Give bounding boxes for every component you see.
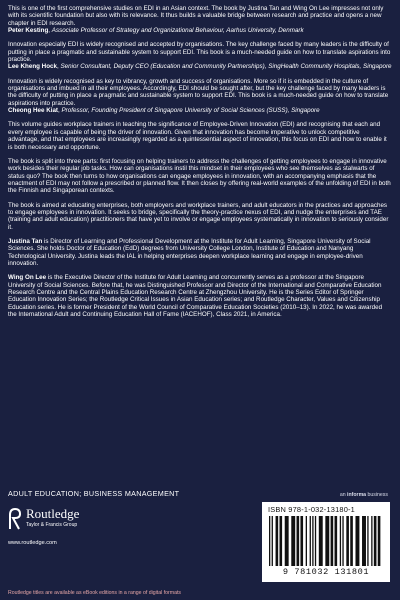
barcode-bar <box>315 516 316 566</box>
subject-categories: ADULT EDUCATION; BUSINESS MANAGEMENT <box>8 489 180 498</box>
isbn-number: ISBN 978-1-032-13180-1 <box>268 505 355 514</box>
barcode-bar <box>374 516 377 566</box>
barcode-bar <box>297 516 300 566</box>
barcode-bar <box>340 516 341 566</box>
blurb-2: Innovation especially EDI is widely recognised and accepted by organisations. The key challenge faced by many leaders is the difficulty of putting in place a pragmatic and sustainable system to support EDI. This book is a much-needed guide on how to translate aspirations into practice. Lee Kheng Hock, Senior Consultant, Deputy CEO (Education and Community Partnerships), SingHealth Community Hospitals, Singapore <box>8 41 392 71</box>
barcode-bar <box>285 516 289 566</box>
blurb-text: This is one of the first comprehensive studies on EDI in an Asian context. The book by Justina Tan and Wing On Lee impresses not only with its scientific foundation but also with its relevance. It thus builds a valuable bridge between research and practice and opens a new chapter in EDI research. <box>8 5 384 27</box>
barcode-bar <box>306 516 307 566</box>
barcode-bar <box>291 516 295 566</box>
barcode-bar <box>367 516 368 566</box>
blurb-text: Innovation especially EDI is widely recognised and accepted by organisations. The key challenge faced by many leaders is the difficulty of putting in place a pragmatic and sustainable system to support EDI. This book is a much-needed guide on how to translate aspirations into practice. <box>8 41 391 64</box>
routledge-logo <box>8 506 118 536</box>
barcode-bar <box>350 516 353 566</box>
routledge-knot-icon <box>8 507 22 531</box>
barcode-bar <box>279 516 282 566</box>
blurb-author-title: Associate Professor of Strategy and Organizational Behaviour, Aarhus University, Denmark <box>51 27 304 35</box>
barcode-bar <box>312 516 313 566</box>
author-bio-text: is the Executive Director of the Institute for Adult Learning and concurrently serves as a professor at the Singapore University of Social Sciences. Before that, he was Distinguished Professor and Director of the International and Comparative Education Research Centre and the Central Plains Education Research Centre at Zhengzhou University. He is the Series Editor of Springer Education Innovation Series; the Routledge Critical Issues in Asian Education series; and Routledge Character, Values and Citizenship Education series. He is former President of the World Council of Comparative Education Societies (2010–13). In 2022, he was awarded the International Adult and Continuing Education Hall of Fame (IACEHOF), Class 2021, in America. <box>8 274 383 319</box>
blurb-author-title: Senior Consultant, Deputy CEO (Education and Community Partnerships), SingHealth Community Hospitals, Singapore <box>60 63 392 71</box>
barcode-bar <box>342 516 343 566</box>
barcode-bar <box>269 516 270 566</box>
barcode-bar <box>331 516 334 566</box>
barcode-bar <box>378 516 381 566</box>
author-bio <box>8 238 392 267</box>
publisher-name: Routledge <box>26 506 80 521</box>
informa-business-tag: an informa business <box>339 492 388 498</box>
barcode <box>268 516 384 566</box>
barcode-bar <box>346 516 349 566</box>
blurb-1: This is one of the first comprehensive studies on EDI in an Asian context. The book by Justina Tan and Wing On Lee impresses not only with its scientific foundation but also with its relevance. It thus builds a valuable bridge between research and practice and opens a new chapter in EDI research. Peter Kesting, Associate Professor of Strategy and Organizational Behaviour, Aarhus University, Denmark <box>8 5 392 34</box>
description-paragraph: The book is split into three parts: first focusing on helping trainers to address the challenges of getting employees to engage in innovative work besides their regular job tasks. How can organisations instil this mindset in their employees who see themselves as stalwarts of status quo? The book then turns to how organisations can engage employees in innovation, with an accompanying emphasis that the enactment of EDI may not follow a prescribed or planned flow. It then closes by offering real-world examples of the unfolding of EDI in both the Finnish and Singaporean contexts. <box>8 157 391 195</box>
blurb-author: Cheong Hee Kiat <box>8 107 59 115</box>
blurb-author-title: Professor, Founding President of Singapore University of Social Sciences (SUSS), Singapore <box>61 107 320 115</box>
blurb-text: Innovation is widely recognised as key to vibrancy, growth and success of organisations. More so if it is embedded in the culture of organisations and imbued in all their employees. Accordingly, EDI should be sought after, but the key challenge faced by many leaders is the difficulty of putting in place a pragmatic and sustainable system to support EDI. This book is a much-needed guide on how to translate aspirations into practice. <box>8 77 389 107</box>
barcode-digits: 9 781032 131801 <box>282 567 370 577</box>
publisher-url: www.routledge.com <box>8 540 57 546</box>
barcode-bar <box>319 516 323 566</box>
author-name: Wing On Lee <box>8 274 47 282</box>
isbn-barcode-box <box>262 502 390 582</box>
barcode-bar <box>325 516 329 566</box>
back-cover-text <box>8 5 392 325</box>
publisher-group: Taylor & Francis Group <box>26 522 78 528</box>
barcode-bar <box>272 516 273 566</box>
author-bio-text: is Director of Learning and Professional Development at the Institute for Adult Learning, Singapore University of Social Sciences. She holds Doctor of Education (EdD) degrees from University College London, Institute of Education and Nanyang Technological University. Justina leads the IAL in helping enterprises deepen workplace learning and engage in employee-driven innovation. <box>8 237 371 267</box>
barcode-bar <box>300 516 303 566</box>
barcode-bar <box>276 516 279 566</box>
blurb-author: Peter Kesting <box>8 27 49 35</box>
barcode-bar <box>335 516 338 566</box>
ebook-note: Routledge titles are available as eBook editions in a range of digital formats <box>8 590 182 596</box>
barcode-bar <box>355 516 359 566</box>
barcode-bar <box>362 516 366 566</box>
description-paragraph: This volume guides workplace trainers in teaching the significance of Employee-Driven Innovation (EDI) and recognising that each and every employee is capable of being the driver of innovation. Given that innovation has become imperative to unlock competitive advantage, and that employees are increasingly regarded as a quintessential aspect of innovation, this focus on EDI and how to enable it is both necessary and opportune. <box>8 121 387 151</box>
author-bio <box>8 274 392 318</box>
barcode-bar <box>371 516 372 566</box>
blurb-author: Lee Kheng Hock <box>8 63 57 71</box>
barcode-bar <box>310 516 311 566</box>
blurb-3: Innovation is widely recognised as key to vibrancy, growth and success of organisations. More so if it is embedded in the culture of organisations and imbued in all their employees. Accordingly, EDI should be sought after, but the key challenge faced by many leaders is the difficulty of putting in place a pragmatic and sustainable system to support EDI. This book is a much-needed guide on how to translate aspirations into practice. Cheong Hee Kiat, Professor, Founding President of Singapore University of Social Sciences (SUSS), Singapore <box>8 78 392 115</box>
description-paragraph: The book is aimed at educating enterprises, both employers and workplace trainers, and adult educators in the practices and approaches to engage employees in innovation. It seeks to bridge, specifically the theory-practice nexus of EDI, and nudge the enterprises and TAE (training and adult education) practitioners that have yet to involve or engage employees systematically in innovation to seriously consider it. <box>8 201 389 231</box>
author-name: Justina Tan <box>8 237 43 245</box>
